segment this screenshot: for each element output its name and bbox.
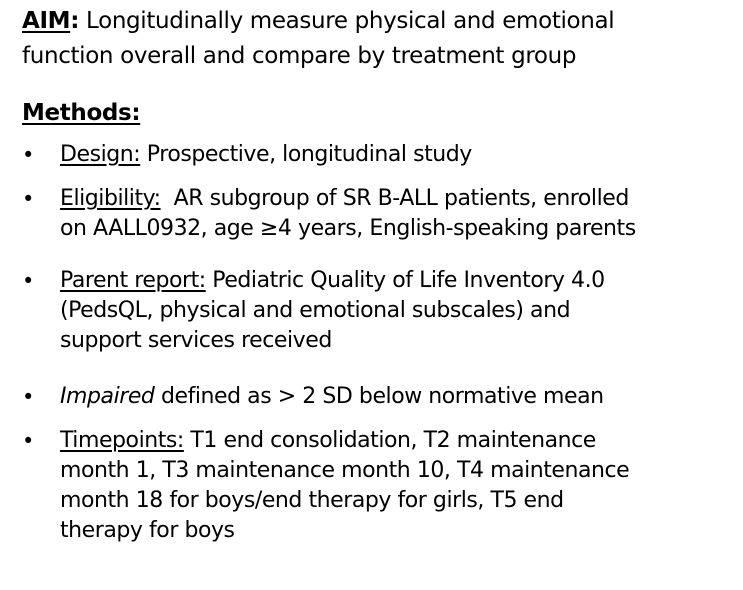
bullet-timepoints-text xyxy=(60,426,740,546)
bullet-parent-report-line-2: (PedsQL, physical and emotional subscales) and xyxy=(60,298,571,323)
aim-statement xyxy=(22,4,737,74)
bullet-dot-icon: • xyxy=(22,269,35,293)
bullet-eligibility-label: Eligibility: xyxy=(60,186,161,211)
bullet-eligibility-text xyxy=(60,184,740,244)
bullet-eligibility-line-1: AR subgroup of SR B-ALL patients, enrolled xyxy=(173,186,629,211)
bullet-parent-report-text xyxy=(60,266,740,356)
methods-heading: Methods: xyxy=(22,100,141,126)
aim-text-line-2: function overall and compare by treatment group xyxy=(22,43,577,69)
bullet-parent-report-line-1: Pediatric Quality of Life Inventory 4.0 xyxy=(212,268,605,293)
bullet-timepoints-line-3: month 18 for boys/end therapy for girls, T5 end xyxy=(60,488,564,513)
aim-label: AIM xyxy=(22,8,71,34)
bullet-timepoints-line-1: T1 end consolidation, T2 maintenance xyxy=(190,428,596,453)
bullet-dot-icon: • xyxy=(22,429,35,453)
bullet-dot-icon: • xyxy=(22,385,35,409)
bullet-parent-report-line-3: support services received xyxy=(60,328,332,353)
bullet-timepoints-label: Timepoints: xyxy=(60,428,184,453)
bullet-impaired-text xyxy=(60,382,740,412)
bullet-design-line-1: Prospective, longitudinal study xyxy=(146,142,472,167)
bullet-timepoints-line-2: month 1, T3 maintenance month 10, T4 maintenance xyxy=(60,458,630,483)
bullet-dot-icon: • xyxy=(22,187,35,211)
aim-text-line-1: Longitudinally measure physical and emotional xyxy=(86,8,615,34)
bullet-timepoints-line-4: therapy for boys xyxy=(60,518,235,543)
bullet-dot-icon: • xyxy=(22,143,35,167)
bullet-design-label: Design: xyxy=(60,142,141,167)
aim-line-1: AIM: Longitudinally measure physical and emotional xyxy=(22,8,615,34)
bullet-impaired-line-1: defined as > 2 SD below normative mean xyxy=(160,384,604,409)
bullet-parent-report-label: Parent report: xyxy=(60,268,206,293)
bullet-impaired-term: Impaired xyxy=(60,384,155,409)
bullet-design-text xyxy=(60,140,740,170)
bullet-eligibility-line-2: on AALL0932, age ≥4 years, English-speaking parents xyxy=(60,216,636,241)
